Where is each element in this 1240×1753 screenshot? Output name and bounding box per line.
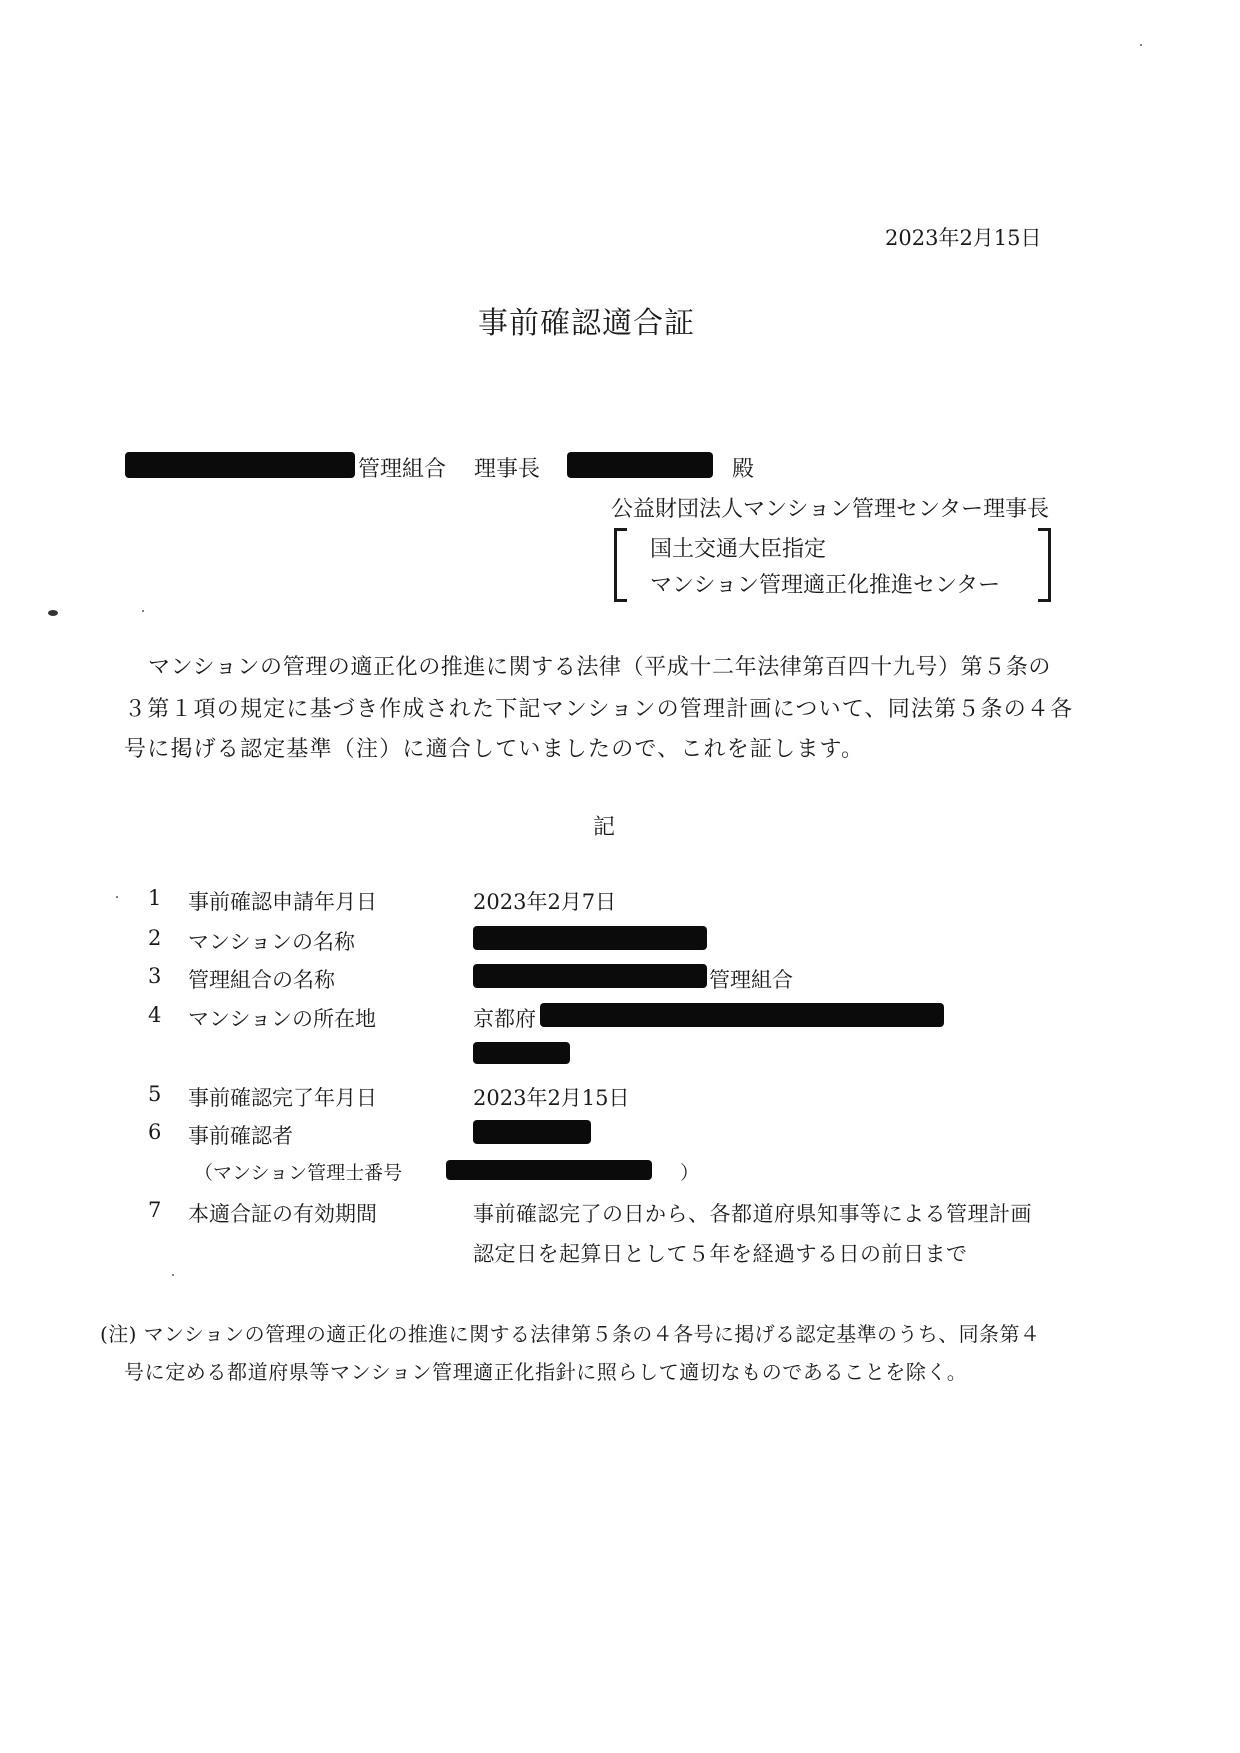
manager-number-label: （マンション管理士番号 (194, 1162, 403, 1184)
scan-speck (142, 610, 144, 612)
item-7-label: 本適合証の有効期間 (188, 1202, 377, 1226)
body-line-2: ３第１項の規定に基づき作成された下記マンションの管理計画について、同法第５条の４各 (124, 697, 1074, 722)
item-7-value-line-1: 事前確認完了の日から、各都道府県知事等による管理計画 (473, 1202, 1032, 1226)
item-5-label: 事前確認完了年月日 (188, 1086, 377, 1110)
item-3-value: 管理組合 (709, 968, 793, 992)
redacted-mansion-name (473, 926, 707, 950)
item-3-label: 管理組合の名称 (188, 968, 335, 992)
redacted-association-name (125, 452, 355, 478)
ki-heading: 記 (593, 815, 616, 840)
note-line-2: 号に定める都道府県等マンション管理適正化指針に照らして適切なものであることを除く。 (124, 1360, 968, 1384)
item-2-label: マンションの名称 (188, 930, 356, 954)
item-6-label: 事前確認者 (188, 1124, 293, 1148)
redacted-association-name-item (473, 964, 707, 988)
scan-speck (116, 896, 118, 898)
issue-date: 2023年2月15日 (885, 226, 1042, 250)
item-7-value-line-2: 認定日を起算日として５年を経過する日の前日まで (473, 1242, 968, 1266)
redacted-address-line-1 (540, 1003, 944, 1027)
redacted-chairperson-name (567, 452, 713, 478)
item-7-number: 7 (148, 1198, 162, 1222)
issuer-designation-1: 国土交通大臣指定 (650, 537, 827, 562)
item-1-label: 事前確認申請年月日 (188, 890, 377, 914)
item-3-number: 3 (148, 964, 162, 988)
item-4-value: 京都府 (473, 1007, 536, 1031)
redacted-manager-number (446, 1160, 652, 1180)
item-2-number: 2 (148, 926, 162, 950)
body-line-1: マンションの管理の適正化の推進に関する法律（平成十二年法律第百四十九号）第５条の (148, 655, 1052, 680)
item-4-label: マンションの所在地 (188, 1007, 377, 1031)
right-bracket (1038, 528, 1051, 602)
addressee-role: 理事長 (474, 457, 541, 482)
document-title: 事前確認適合証 (478, 306, 695, 341)
item-4-number: 4 (148, 1003, 162, 1027)
redacted-checker-name (473, 1120, 591, 1144)
addressee-honorific: 殿 (732, 457, 755, 482)
issuer-name: 公益財団法人マンション管理センター理事長 (611, 497, 1050, 522)
addressee-org-suffix: 管理組合 (358, 457, 447, 482)
item-1-value: 2023年2月7日 (473, 890, 617, 914)
note-line-1: (注) マンションの管理の適正化の推進に関する法律第５条の４各号に掲げる認定基準のうち、同条第４ (100, 1322, 1041, 1346)
manager-number-close: ） (680, 1162, 700, 1184)
item-5-number: 5 (148, 1082, 162, 1106)
scan-speck (172, 1274, 174, 1276)
issuer-designation-2: マンション管理適正化推進センター (650, 573, 1001, 598)
scan-speck (48, 610, 58, 616)
body-line-3: 号に掲げる認定基準（注）に適合していましたので、これを証します。 (124, 737, 865, 762)
item-1-number: 1 (148, 886, 162, 910)
item-6-number: 6 (148, 1120, 162, 1144)
scan-speck (1140, 44, 1142, 46)
redacted-address-line-2 (473, 1042, 570, 1064)
left-bracket (614, 528, 627, 602)
item-5-value: 2023年2月15日 (473, 1086, 630, 1110)
